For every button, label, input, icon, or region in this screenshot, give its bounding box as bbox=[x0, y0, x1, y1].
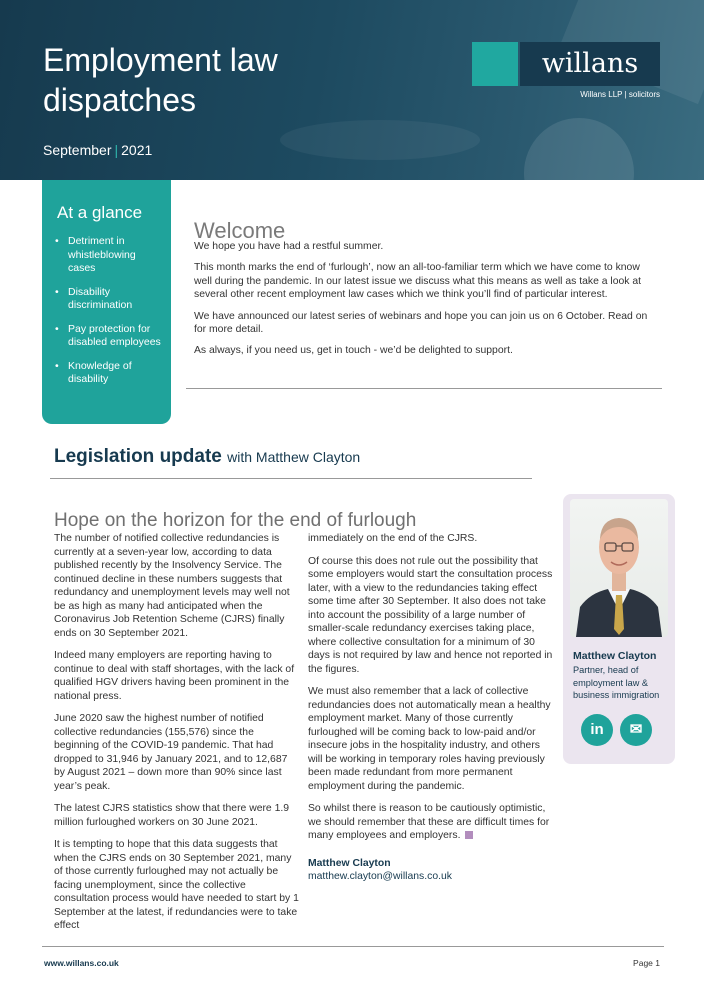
article-paragraph: The number of notified collective redundancies is currently at a seven-year low, according to data published recently by the Insolvency Service. The continued decline in these numbers suggests that redundancy and unemployment levels may well not be as high as many had anticipated when the Coronavirus Job Retention Scheme (CJRS) finally ends on 30 September 2021. bbox=[54, 533, 290, 639]
glance-list bbox=[54, 235, 166, 397]
glance-item[interactable]: • Detriment in whistleblowing cases bbox=[54, 235, 166, 276]
issue-date bbox=[43, 142, 152, 158]
logo-subtitle: Willans LLP | solicitors bbox=[580, 90, 660, 99]
article-paragraph: It is tempting to hope that this data suggests that when the CJRS ends on 30 September 2021, many of those currently furloughed may not actually be facing unemployment, since the collective consultation process would have needed to start by 1 September at the latest, if redundancies were to take effect bbox=[54, 839, 299, 931]
author-profile-card bbox=[563, 494, 675, 764]
end-mark-icon bbox=[465, 831, 473, 839]
glance-item[interactable]: • Disability discrimination bbox=[54, 286, 166, 313]
decorative-shape bbox=[280, 120, 480, 160]
profile-name: Matthew Clayton bbox=[573, 650, 657, 662]
section-heading bbox=[54, 446, 360, 468]
footer-divider bbox=[42, 946, 664, 947]
date-separator: | bbox=[114, 142, 119, 158]
article-paragraph: We must also remember that a lack of collective redundancies does not automatically mean a healthy employment market. Many of those currently furloughed will be coming back to low-paid and/or insecure jobs in the hospitality industry, and others will be working in temporary roles having previously been made redundant from more permanent employment during the pandemic. bbox=[308, 686, 551, 792]
article-column-1 bbox=[54, 532, 300, 942]
divider bbox=[186, 388, 662, 389]
glance-item[interactable]: • Pay protection for disabled employees bbox=[54, 323, 166, 350]
at-a-glance-panel bbox=[42, 180, 171, 424]
glance-item[interactable]: • Knowledge of disability bbox=[54, 360, 166, 387]
profile-role: Partner, head of employment law & business immigration bbox=[573, 665, 660, 700]
email-icon[interactable]: ✉ bbox=[620, 714, 652, 746]
welcome-paragraph: We hope you have had a restful summer. bbox=[194, 241, 384, 252]
welcome-heading: Welcome bbox=[194, 218, 286, 244]
article-paragraph-last bbox=[308, 802, 554, 843]
article-paragraph: June 2020 saw the highest number of notified collective redundancies (155,576) since the beginning of the COVID-19 pandemic. That had dropped to 31,946 by January 2021, and to 12,687 by August 2021 – down more than 90% since last year’s peak. bbox=[54, 713, 288, 792]
article-column-2 bbox=[308, 532, 554, 884]
welcome-text bbox=[194, 240, 660, 366]
article-title: Hope on the horizon for the end of furlough bbox=[54, 509, 417, 531]
article-author-name: Matthew Clayton bbox=[308, 857, 391, 869]
welcome-paragraph: We have announced our latest series of webinars and hope you can join us on 6 October. Read on for more detail. bbox=[194, 310, 648, 336]
willans-logo: willans bbox=[520, 42, 660, 86]
divider bbox=[50, 478, 532, 479]
section-author: with Matthew Clayton bbox=[227, 449, 361, 465]
welcome-paragraph: As always, if you need us, get in touch - we’d be delighted to support. bbox=[194, 345, 513, 357]
author-photo bbox=[570, 499, 668, 637]
article-paragraph: immediately on the end of the CJRS. bbox=[308, 533, 478, 544]
glance-title: At a glance bbox=[57, 203, 143, 222]
issue-year: 2021 bbox=[121, 142, 153, 158]
article-paragraph: Of course this does not rule out the possibility that some employers would start the consultation process later, with a view to the redundancies taking effect some time after 30 September. It also does not take into account the possibility of a large number of smaller-scale redundancy exercises taking place, where collective consultation for a minimum of 30 days is not required by law and hence not reported in the figures. bbox=[308, 555, 553, 675]
section-title: Legislation update bbox=[54, 446, 222, 467]
newsletter-title: Employment law dispatches bbox=[43, 42, 278, 118]
welcome-paragraph: This month marks the end of ‘furlough’, now an all-too-familiar term which we have come to know well during the pandemic. In our latest issue we discuss what this means as well as take a look at several other recent employment law cases which we think you’ll find of particular interest. bbox=[194, 262, 642, 301]
article-paragraph: Indeed many employers are reporting having to continue to deal with staff shortages, with the lack of qualified HGV drivers having been prominent in the national press. bbox=[54, 650, 295, 702]
footer-website-link[interactable]: www.willans.co.uk bbox=[44, 958, 119, 968]
article-author-email[interactable]: matthew.clayton@willans.co.uk bbox=[308, 871, 452, 882]
page-number: Page 1 bbox=[633, 958, 660, 968]
header-banner bbox=[0, 0, 704, 180]
linkedin-icon[interactable]: in bbox=[581, 714, 613, 746]
logo-square bbox=[472, 42, 518, 86]
decorative-shape bbox=[524, 118, 634, 180]
article-paragraph-text: So whilst there is reason to be cautiously optimistic, we should remember that these are difficult times for many employees and employers. bbox=[308, 803, 550, 841]
article-paragraph: The latest CJRS statistics show that there were 1.9 million furloughed workers on 30 June 2021. bbox=[54, 803, 290, 828]
issue-month: September bbox=[43, 142, 112, 158]
